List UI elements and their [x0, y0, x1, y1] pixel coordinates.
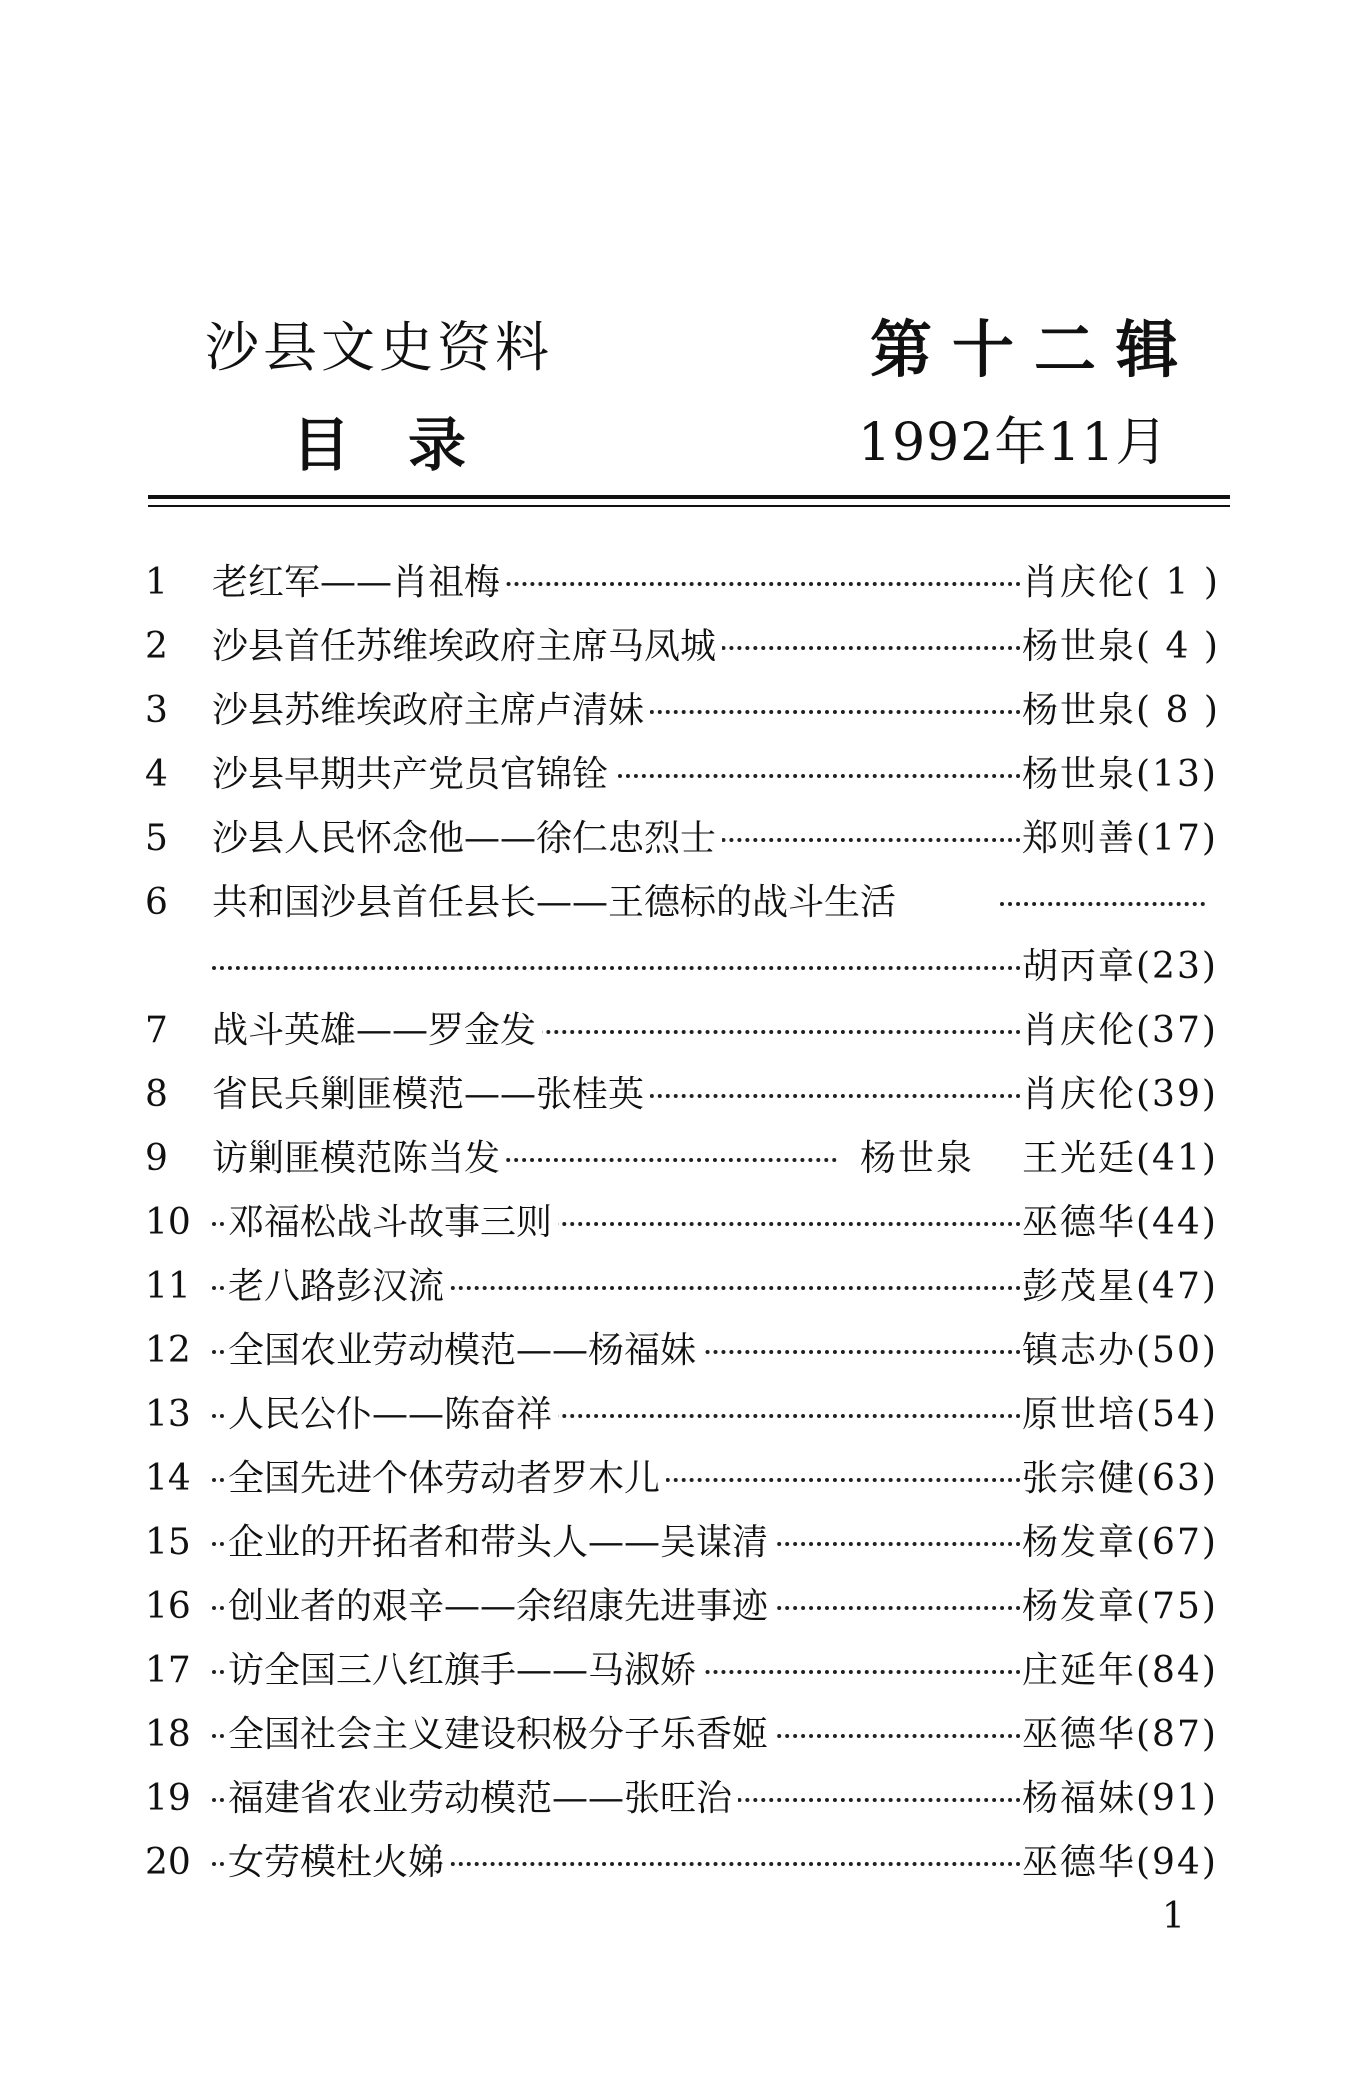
entry-title: 沙县早期共产党员官锦铨 — [212, 744, 614, 806]
entry-title: 访全国三八红旗手——马淑娇 — [228, 1640, 702, 1702]
entry-title: 老八路彭汉流 — [228, 1256, 450, 1318]
entry-number: 7 — [145, 1010, 168, 1051]
entry-author-page — [1022, 1320, 1232, 1382]
entry-author-page — [1022, 1768, 1232, 1830]
entry-number: 8 — [145, 1074, 168, 1115]
entry-page: ( 8 ) — [1136, 690, 1220, 731]
entry-author-page — [1022, 1448, 1232, 1510]
entry-title: 沙县苏维埃政府主席卢清妹 — [212, 680, 650, 742]
entry-author-page — [1022, 936, 1232, 998]
entry-number: 2 — [145, 626, 168, 667]
entry-page: (13) — [1136, 754, 1218, 795]
entry-number: 5 — [145, 818, 168, 859]
entry-page: (87) — [1136, 1714, 1218, 1755]
toc-entry[interactable] — [0, 1448, 1347, 1510]
entry-title: 老红军——肖祖梅 — [212, 552, 506, 614]
toc-entry[interactable] — [0, 1000, 1347, 1062]
entry-number: 4 — [145, 754, 168, 795]
entry-title: 企业的开拓者和带头人——吴谋清 — [228, 1512, 774, 1574]
toc-heading: 目录 — [292, 411, 525, 479]
entry-number: 3 — [145, 690, 168, 731]
toc-entry[interactable] — [0, 1576, 1347, 1638]
entry-title: 创业者的艰辛——余绍康先进事迹 — [228, 1576, 774, 1638]
entry-author-page — [1022, 1576, 1232, 1638]
toc-entry[interactable] — [0, 1128, 1347, 1190]
entry-author: 杨发章 — [1022, 1522, 1137, 1563]
entry-author-page — [1022, 744, 1232, 806]
entry-title: 共和国沙县首任县长——王德标的战斗生活 — [212, 872, 902, 934]
entry-author: 肖庆伦 — [1022, 1010, 1137, 1051]
entry-author-page — [1022, 1256, 1232, 1318]
series-title: 沙县文史资料 — [205, 316, 553, 379]
entry-author: 巫德华 — [1022, 1842, 1137, 1883]
entry-page: (44) — [1136, 1202, 1218, 1243]
entry-number: 9 — [145, 1138, 168, 1179]
entry-author-page — [1022, 1704, 1232, 1766]
toc-entry[interactable] — [0, 1640, 1347, 1702]
page-number: 1 — [1162, 1896, 1185, 1937]
toc-entry[interactable] — [0, 1768, 1347, 1830]
entry-title: 人民公仆——陈奋祥 — [228, 1384, 558, 1446]
entry-page: (23) — [1136, 946, 1218, 987]
toc-entry[interactable] — [0, 552, 1347, 614]
entry-page: (91) — [1136, 1778, 1218, 1819]
entry-title: 战斗英雄——罗金发 — [212, 1000, 542, 1062]
toc-entry[interactable] — [0, 616, 1347, 678]
entry-number: 10 — [145, 1202, 191, 1243]
entry-number: 6 — [145, 882, 168, 923]
entry-author: 原世培 — [1022, 1394, 1137, 1435]
entry-number: 15 — [145, 1522, 191, 1563]
entry-author: 彭茂星 — [1022, 1266, 1137, 1307]
header-rule-thick — [148, 495, 1230, 499]
entry-title: 全国农业劳动模范——杨福妹 — [228, 1320, 702, 1382]
entry-author-page — [1022, 1128, 1232, 1190]
toc-entry[interactable] — [0, 680, 1347, 742]
entry-author: 王光廷 — [1022, 1138, 1137, 1179]
entry-author: 肖庆伦 — [1022, 1074, 1137, 1115]
entry-author-page — [1022, 808, 1232, 870]
toc-entry[interactable] — [0, 1256, 1347, 1318]
toc-entry[interactable] — [0, 1192, 1347, 1254]
toc-entry[interactable] — [0, 1064, 1347, 1126]
entry-page: (54) — [1136, 1394, 1218, 1435]
entry-number: 12 — [145, 1330, 191, 1371]
entry-title: 女劳模杜火娣 — [228, 1832, 450, 1894]
entry-co-author: 杨世泉 — [852, 1128, 982, 1190]
entry-author: 庄延年 — [1022, 1650, 1137, 1691]
entry-author-page — [1022, 1512, 1232, 1574]
entry-number: 16 — [145, 1586, 191, 1627]
entry-number: 19 — [145, 1778, 191, 1819]
entry-page: (17) — [1136, 818, 1218, 859]
entry-number: 11 — [145, 1266, 191, 1307]
entry-page: (39) — [1136, 1074, 1218, 1115]
entry-author-page — [1022, 1832, 1232, 1894]
entry-author-page — [1022, 552, 1232, 614]
toc-entry-continuation[interactable] — [0, 936, 1347, 998]
entry-page: (41) — [1136, 1138, 1218, 1179]
toc-entry[interactable] — [0, 1832, 1347, 1894]
entry-number: 20 — [145, 1842, 191, 1883]
entry-author: 杨世泉 — [1022, 626, 1137, 667]
entry-number: 14 — [145, 1458, 191, 1499]
entry-author-page — [1022, 1384, 1232, 1446]
entry-title: 沙县首任苏维埃政府主席马凤城 — [212, 616, 722, 678]
toc-entry[interactable] — [0, 1512, 1347, 1574]
entry-author-page — [1022, 1192, 1232, 1254]
toc-entry[interactable] — [0, 744, 1347, 806]
entry-page: (67) — [1136, 1522, 1218, 1563]
entry-author: 杨世泉 — [1022, 754, 1137, 795]
entry-number: 18 — [145, 1714, 191, 1755]
entry-page: ( 4 ) — [1136, 626, 1220, 667]
entry-author: 郑则善 — [1022, 818, 1137, 859]
entry-author: 肖庆伦 — [1022, 562, 1137, 603]
entry-author: 杨发章 — [1022, 1586, 1137, 1627]
entry-title: 全国社会主义建设积极分子乐香姬 — [228, 1704, 774, 1766]
entry-number: 1 — [145, 562, 168, 603]
entry-author: 张宗健 — [1022, 1458, 1137, 1499]
entry-author-page — [1022, 1640, 1232, 1702]
entry-author: 胡丙章 — [1022, 946, 1137, 987]
dot-leader — [1000, 902, 1205, 906]
entry-title: 省民兵剿匪模范——张桂英 — [212, 1064, 650, 1126]
entry-page: (37) — [1136, 1010, 1218, 1051]
entry-page: (50) — [1136, 1330, 1218, 1371]
entry-number: 17 — [145, 1650, 191, 1691]
entry-page: ( 1 ) — [1136, 562, 1220, 603]
entry-title: 邓福松战斗故事三则 — [228, 1192, 558, 1254]
entry-author: 镇志办 — [1022, 1330, 1137, 1371]
entry-page: (84) — [1136, 1650, 1218, 1691]
entry-author: 巫德华 — [1022, 1714, 1137, 1755]
publication-date: 1992年11月 — [858, 413, 1169, 473]
volume-label: 第十二辑 — [870, 313, 1199, 386]
toc-entry[interactable] — [0, 808, 1347, 870]
toc-entry[interactable] — [0, 1704, 1347, 1766]
entry-title: 全国先进个体劳动者罗木儿 — [228, 1448, 666, 1510]
header-rule-thin — [148, 505, 1230, 507]
entry-page: (47) — [1136, 1266, 1218, 1307]
entry-author: 杨福妹 — [1022, 1778, 1137, 1819]
entry-title: 沙县人民怀念他——徐仁忠烈士 — [212, 808, 722, 870]
toc-entry[interactable] — [0, 1384, 1347, 1446]
entry-author-page — [1022, 616, 1232, 678]
entry-author-page — [1022, 1064, 1232, 1126]
dot-leader — [212, 966, 1029, 970]
entry-page: (63) — [1136, 1458, 1218, 1499]
entry-author-page — [1022, 680, 1232, 742]
entry-title: 福建省农业劳动模范——张旺治 — [228, 1768, 738, 1830]
entry-author: 杨世泉 — [1022, 690, 1137, 731]
toc-entry[interactable] — [0, 1320, 1347, 1382]
entry-title: 访剿匪模范陈当发 — [212, 1128, 506, 1190]
toc-entry[interactable] — [0, 872, 1347, 934]
entry-page: (94) — [1136, 1842, 1218, 1883]
entry-author: 巫德华 — [1022, 1202, 1137, 1243]
entry-author-page — [1022, 1000, 1232, 1062]
entry-number: 13 — [145, 1394, 191, 1435]
entry-page: (75) — [1136, 1586, 1218, 1627]
